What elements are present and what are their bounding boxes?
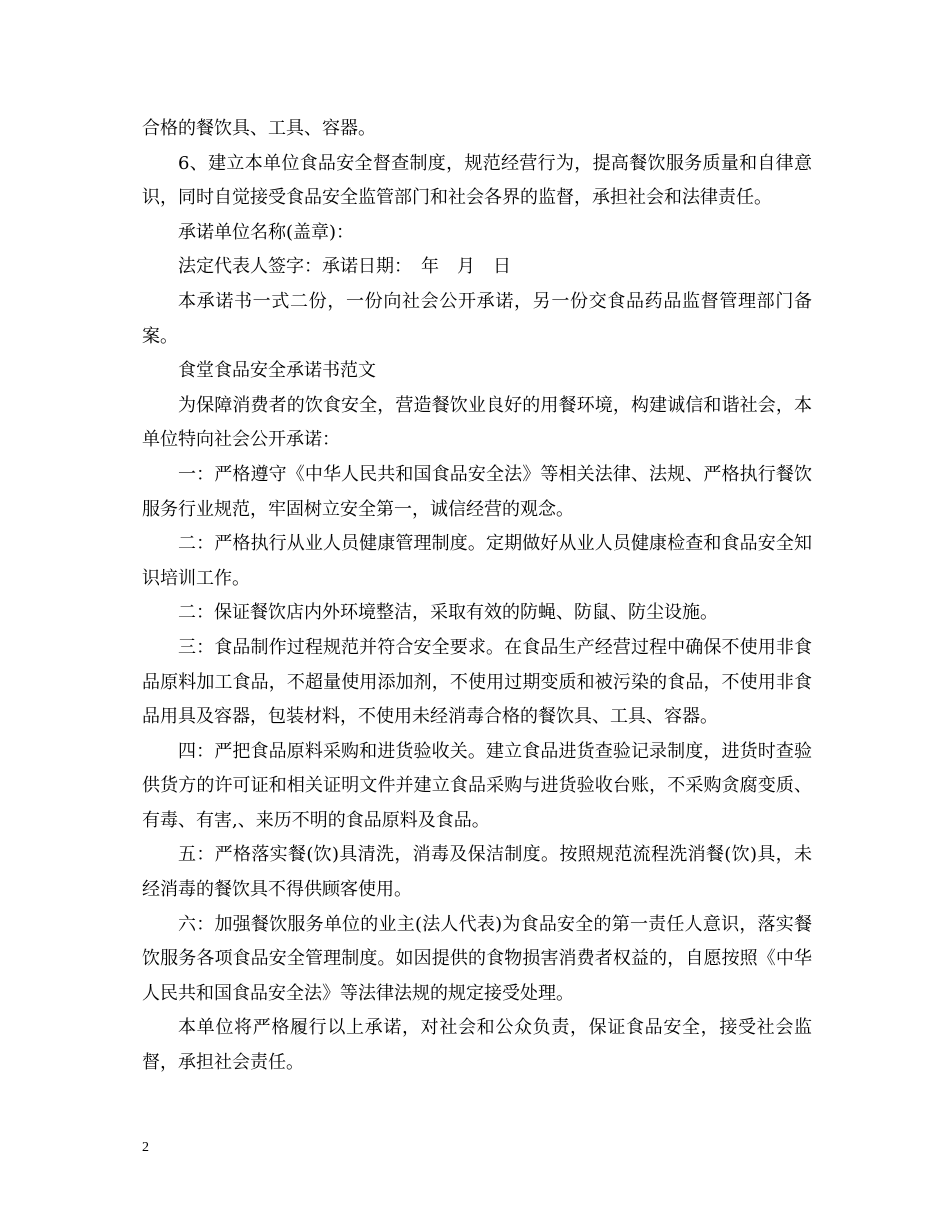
body-text	[142, 112, 812, 1081]
paragraph: 承诺单位名称(盖章)：	[178, 221, 355, 243]
paragraph: 一：严格遵守《中华人民共和国食品安全法》等相关法律、法规、严格执行餐饮服务行业规范，牢固树立安全第一，诚信经营的观念。	[142, 463, 812, 520]
paragraph: 四：严把食品原料采购和进货验收关。建立食品进货查验记录制度，进货时查验供货方的许可证和相关证明文件并建立食品采购与进货验收台账，不采购贪腐变质、有毒、有害,、来历不明的食品原料及食品。	[142, 740, 812, 831]
paragraph: 二：保证餐饮店内外环境整洁，采取有效的防蝇、防鼠、防尘设施。	[178, 602, 718, 624]
paragraph: 三：食品制作过程规范并符合安全要求。在食品生产经营过程中确保不使用非食品原料加工食品，不超量使用添加剂，不使用过期变质和被污染的食品，不使用非食品用具及容器，包装材料，不使用未经消毒合格的餐饮具、工具、容器。	[142, 636, 812, 728]
paragraph: 二：严格执行从业人员健康管理制度。定期做好从业人员健康检查和食品安全知识培训工作。	[142, 533, 812, 589]
paragraph: 本单位将严格履行以上承诺，对社会和公众负责，保证食品安全，接受社会监督，承担社会责任。	[142, 1017, 812, 1074]
paragraph: 五：严格落实餐(饮)具清洗，消毒及保洁制度。按照规范流程洗消餐(饮)具，未经消毒的餐饮具不得供顾客使用。	[142, 844, 812, 901]
page-number: 2	[142, 1140, 149, 1155]
section-title: 食堂食品安全承诺书范文	[178, 360, 376, 382]
paragraph: 合格的餐饮具、工具、容器。	[142, 118, 376, 139]
paragraph: 本承诺书一式二份，一份向社会公开承诺，另一份交食品药品监督管理部门备案。	[142, 290, 812, 347]
paragraph: 6、建立本单位食品安全督查制度，规范经营行为，提高餐饮服务质量和自律意识，同时自觉接受食品安全监管部门和社会各界的监督，承担社会和法律责任。	[142, 152, 812, 209]
paragraph: 六：加强餐饮服务单位的业主(法人代表)为食品安全的第一责任人意识，落实餐饮服务各项食品安全管理制度。如因提供的食物损害消费者权益的，自愿按照《中华人民共和国食品安全法》等法律法规的规定接受处理。	[142, 913, 812, 1004]
paragraph: 为保障消费者的饮食安全，营造餐饮业良好的用餐环境，构建诚信和谐社会，本单位特向社会公开承诺：	[142, 394, 812, 451]
paragraph: 法定代表人签字：承诺日期： 年 月 日	[178, 256, 511, 278]
